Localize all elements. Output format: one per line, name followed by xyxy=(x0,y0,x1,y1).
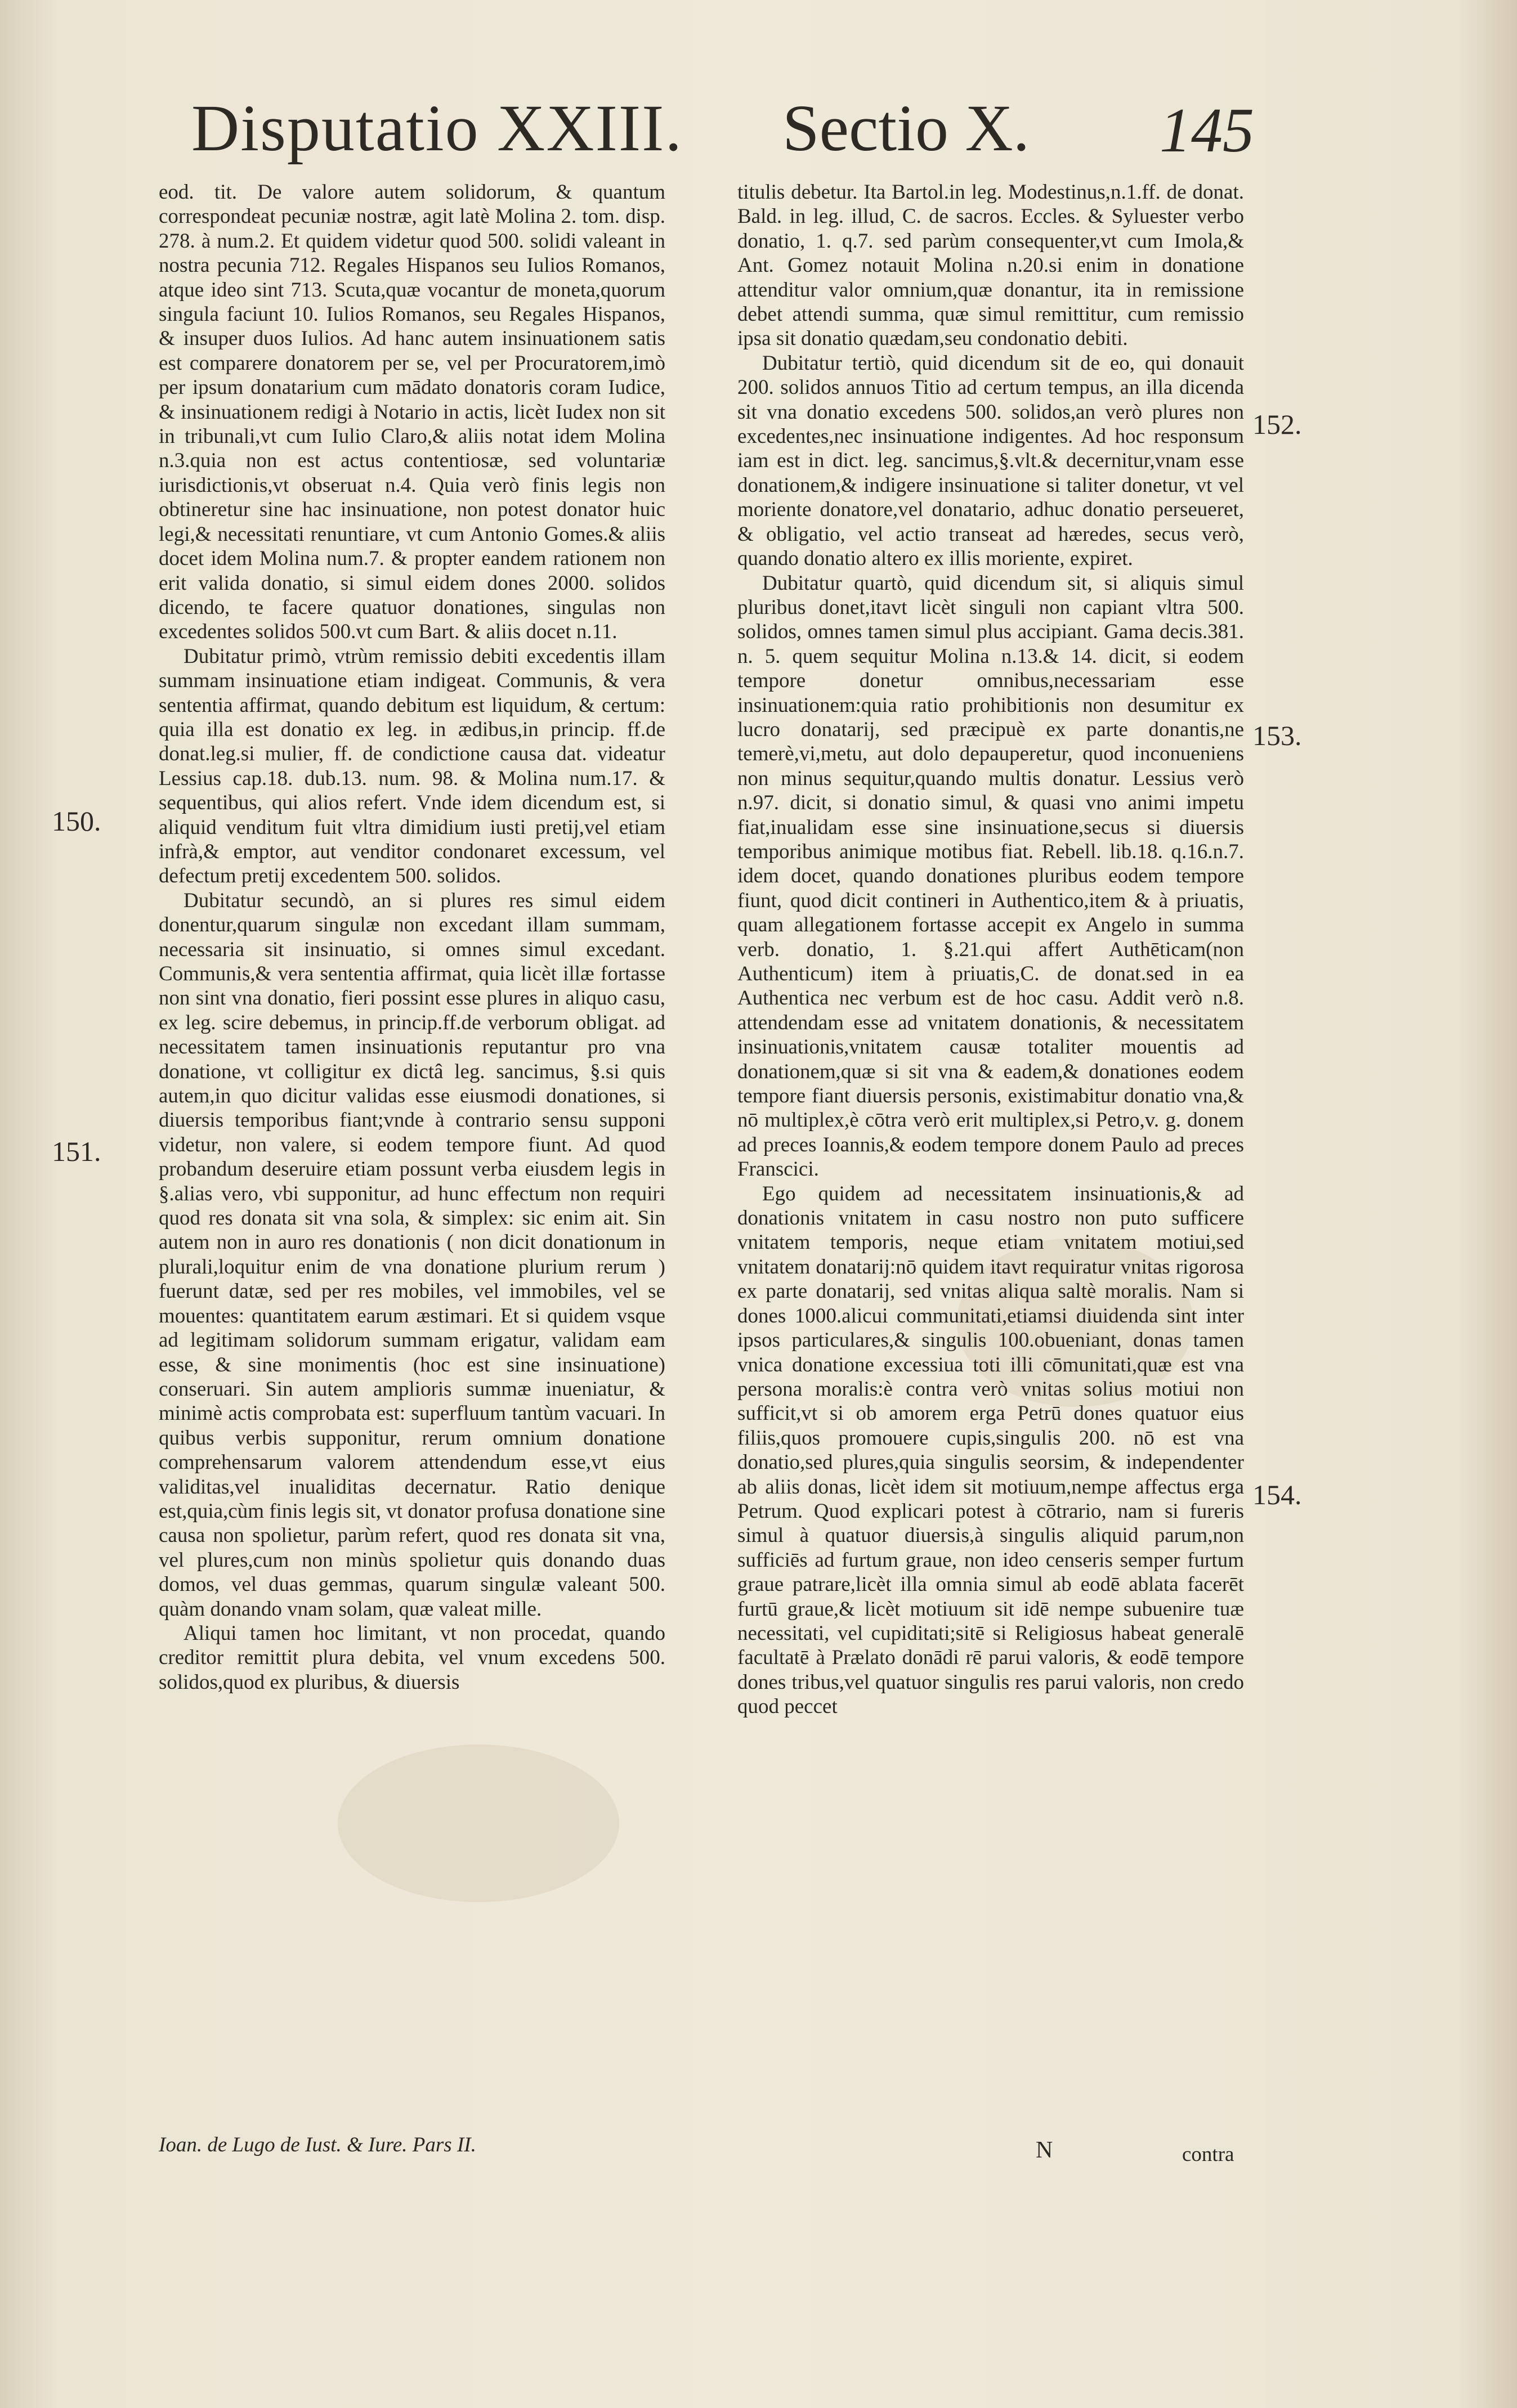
margin-number-152: 152. xyxy=(1252,409,1302,440)
margin-number-151: 151. xyxy=(52,1136,101,1167)
page-number: 145 xyxy=(1160,96,1254,165)
left-column xyxy=(159,180,665,1694)
left-paragraph-1: eod. tit. De valore autem solidorum, & quantum correspondeat pecuniæ nostræ, agit latè Molina 2. tom. disp. 278. à num.2. Et quidem videtur quod 500. solidi valeant in nostra pecunia 712. Regales Hispanos seu Iulios Romanos, atque ideo sint 713. Scuta,quæ vocantur de moneta,quorum singula faciunt 10. Iulios Romanos, seu Regales Hispanos, & insuper duos Iulios. Ad hanc autem insinuationem satis est comparere donatorem per se, vel per Procuratorem,imò per ipsum donatarium cum mādato donatoris coram Iudice, & insinuationem redigi à Notario in actis, licèt Iudex non sit in tribunali,vt cum Iulio Claro,& aliis notat idem Molina n.3.quia non est actus contentiosæ, sed voluntariæ iurisdictionis,vt obseruat n.4. Quia verò finis legis non obtineretur sine hac insinuatione, non potest donator huic legi,& necessitati renuntiare, vt cum Antonio Gomes.& aliis docet idem Molina num.7. & propter eandem rationem non erit valida donatio, si simul eidem dones 2000. solidos dicendo, te facere quatuor donationes, singulas non excedentes solidos 500.vt cum Bart. & aliis docet n.11. xyxy=(159,181,665,644)
header-disputatio: Disputatio XXIII. xyxy=(191,91,683,165)
right-column xyxy=(737,180,1244,1719)
left-paragraph-2: Dubitatur primò, vtrùm remissio debiti excedentis illam summam insinuatione etiam indigeat. Communis, & vera sententia affirmat, quando debitum est liquidum, & certum: quia illa est donatio ex leg. in ædibus,in princip. ff.de donat.leg.si mulier, ff. de condictione causa dat. videatur Lessius cap.18. dub.13. num. 98. & Molina num.17. & sequentibus, qui alios refert. Vnde idem dicendum est, si aliquid venditum fuit vltra dimidium iusti pretij,vel etiam infrà,& emptor, aut venditor condonaret excessum, vel defectum pretij excedentem 500. solidos. xyxy=(159,644,665,888)
running-header xyxy=(191,90,1254,174)
right-paragraph-4: Ego quidem ad necessitatem insinuationis,& ad donationis vnitatem in casu nostro non puto sufficere vnitatem temporis, neque etiam vnitatem motiui,sed vnitatem donatarij:nō quidem itavt requiratur vnitas rigorosa ex parte donatarij, sed vnitas aliqua saltè moralis. Nam si dones 1000.alicui communitati,etiamsi diuidenda sint inter ipsos particulares,& singulis 100.obueniant, donas tamen vnica donatione excessiua toti illi cōmunitati,quæ est vna persona moralis:è contra verò vnitas solius motiui non sufficit,vt si ob amorem erga Petrū dones quatuor eius filiis,quos promouere cupis,singulis 200. nō est vna donatio,sed plures,quia singulis seorsim, & independenter ab aliis donas, licèt idem sit motiuum,nempe affectus erga Petrum. Quod explicari potest à cōtrario, nam si fureris simul à quatuor diuersis,à singulis aliquid parum,non sufficiēs ad furtum graue, non ideo censeris semper furtum graue patrare,licèt illa omnia simul ab eodē ablata facerēt furtū graue,& licèt motiuum sit idē nempe subuenire tuæ necessitati, vel cupiditati;sitē si Religiosus habeat generalē facultatē à Prælato donādi rē parui valoris, & eodē tempore dones tribus,vel quatuor singulis res parui valoris, non credo quod peccet xyxy=(737,1182,1244,1719)
right-paragraph-2: Dubitatur tertiò, quid dicendum sit de eo, qui donauit 200. solidos annuos Titio ad certum tempus, an illa dicenda sit vna donatio excedens 500. solidos,an verò plures non excedentes,nec insinuatione indigentes. Ad hoc responsum iam est in dict. leg. sancimus,§.vlt.& decernitur,vnam esse donationem,& indigere insinuatione si taliter donetur, vt vel moriente donatore,vel donatario, adhuc donatio perseueret, & obligatio, vel actio transeat ad hæredes, secus verò, quando donatio altero ex illis moriente, expiret. xyxy=(737,351,1244,571)
margin-number-154: 154. xyxy=(1252,1479,1302,1510)
header-sectio: Sectio X. xyxy=(782,91,1030,165)
signature-mark: N xyxy=(1036,2137,1053,2163)
left-paragraph-4: Aliqui tamen hoc limitant, vt non procedat, quando creditor remittit plura debita, vel vnum excedens 500. solidos,quod ex pluribus, & diuersis xyxy=(159,1621,665,1694)
catchword: contra xyxy=(1182,2143,1234,2166)
margin-number-150: 150. xyxy=(52,805,101,837)
margin-number-153: 153. xyxy=(1252,720,1302,751)
right-paragraph-3: Dubitatur quartò, quid dicendum sit, si aliquis simul pluribus donet,itavt licèt singuli non capiant vltra 500. solidos, omnes tamen simul plus accipiant. Gama decis.381. n. 5. quem sequitur Molina n.13.& 14. dicit, si eodem tempore donetur omnibus,necessariam esse insinuationem:quia ratio prohibitionis non desumitur ex lucro donatarij, sed præcipuè ex parte donantis,ne temerè,vi,metu, aut dolo depauperetur, quod inconueniens non minus sequitur,quando multis donatur. Lessius verò n.97. dicit, si donatio simul, & quasi vno animi impetu fiat,inualidam esse sine insinuatione,secus si diuersis temporibus animique motibus fiat. Rebell. lib.18. q.16.n.7. idem docet, quando donationes pluribus eodem tempore fiunt, quod dicit contineri in Authentico,item & à priuatis, quam allegationem fortasse accepit ex Angelo in summa verb. donatio, 1. §.21.qui affert Authēticam(non Authenticum) item à priuatis,C. de donat.sed in ea Authentica nec verbum est de hoc casu. Addit verò n.8. attendendam esse ad vnitatem donationis, & necessitatem insinuationis,vnitatem causæ totaliter mouentis ad donationem,quæ si sit vna & eadem,& donationes eodem tempore fiant diuersis personis, existimabitur donatio vna,& nō multiplex,è cōtra verò erit multiplex,si Petro,v. g. donem ad preces Ioannis,& eodem tempore donem Paulo ad preces Franscici. xyxy=(737,571,1244,1181)
paper-stain xyxy=(338,1745,619,1902)
right-paragraph-1: titulis debetur. Ita Bartol.in leg. Modestinus,n.1.ff. de donat. Bald. in leg. illud, C. de sacros. Eccles. & Syluester verbo donatio, 1. q.7. sed parùm consequenter,vt cum Imola,& Ant. Gomez notauit Molina n.20.si enim in donatione attenditur valor omnium,quæ donantur, ita in remissione debet attendi summa, quæ simul remittitur, cum remissio ipsa sit donatio quædam,seu condonatio debiti. xyxy=(737,181,1244,351)
footer-book-title: Ioan. de Lugo de Iust. & Iure. Pars II. xyxy=(159,2133,476,2156)
left-paragraph-3: Dubitatur secundò, an si plures res simul eidem donentur,quarum singulæ non excedant illam summam, necessaria sit insinuatio, si omnes simul excedant. Communis,& vera sententia affirmat, quia licèt illæ fortasse non sint vna donatio, fieri possint esse plures in aliquo casu, ex leg. scire debemus, in princip.ff.de verborum obligat. ad necessitatem tamen insinuationis reputantur pro vna donatione, vt colligitur ex dictâ leg. sancimus, §.si quis autem,in quo dicitur validas esse eiusmodi donationes, si diuersis temporibus fiant;vnde à contrario sensu supponi videtur, non valere, si eodem tempore fiunt. Ad quod probandum deseruire etiam possunt verba eiusdem legis in §.alias vero, vbi supponitur, ad hunc effectum non requiri quod res donata sit vna sola, & simplex: sic enim ait. Sin autem non in auro res donationis ( non dicit donationum in plurali,loquitur enim de vna donatione plurium rerum ) fuerunt datæ, sed per res mobiles, vel immobiles, vel se mouentes: quantitatem earum æstimari. Et si quidem vsque ad legitimam solidorum summam erigatur, validam eam esse, & sine monimentis (hoc est sine insinuatione) conseruari. Sin autem amplioris summæ inueniatur, & minimè actis comprobata est: superfluum tantùm vacuari. In quibus verbis supponitur, rerum omnium donatione comprehensarum valorem attendendum esse,vt eius validitas,vel inualiditas decernatur. Ratio denique est,quia,cùm finis legis sit, vt donator profusa donatione sine causa non spolietur, parùm refert, quod res donata sit vna, vel plures,cum non minùs spolietur quis donando duas domos, vel duas gemmas, quarum singulæ valeant 500. quàm donando vnam solam, quæ valeat mille. xyxy=(159,889,665,1621)
